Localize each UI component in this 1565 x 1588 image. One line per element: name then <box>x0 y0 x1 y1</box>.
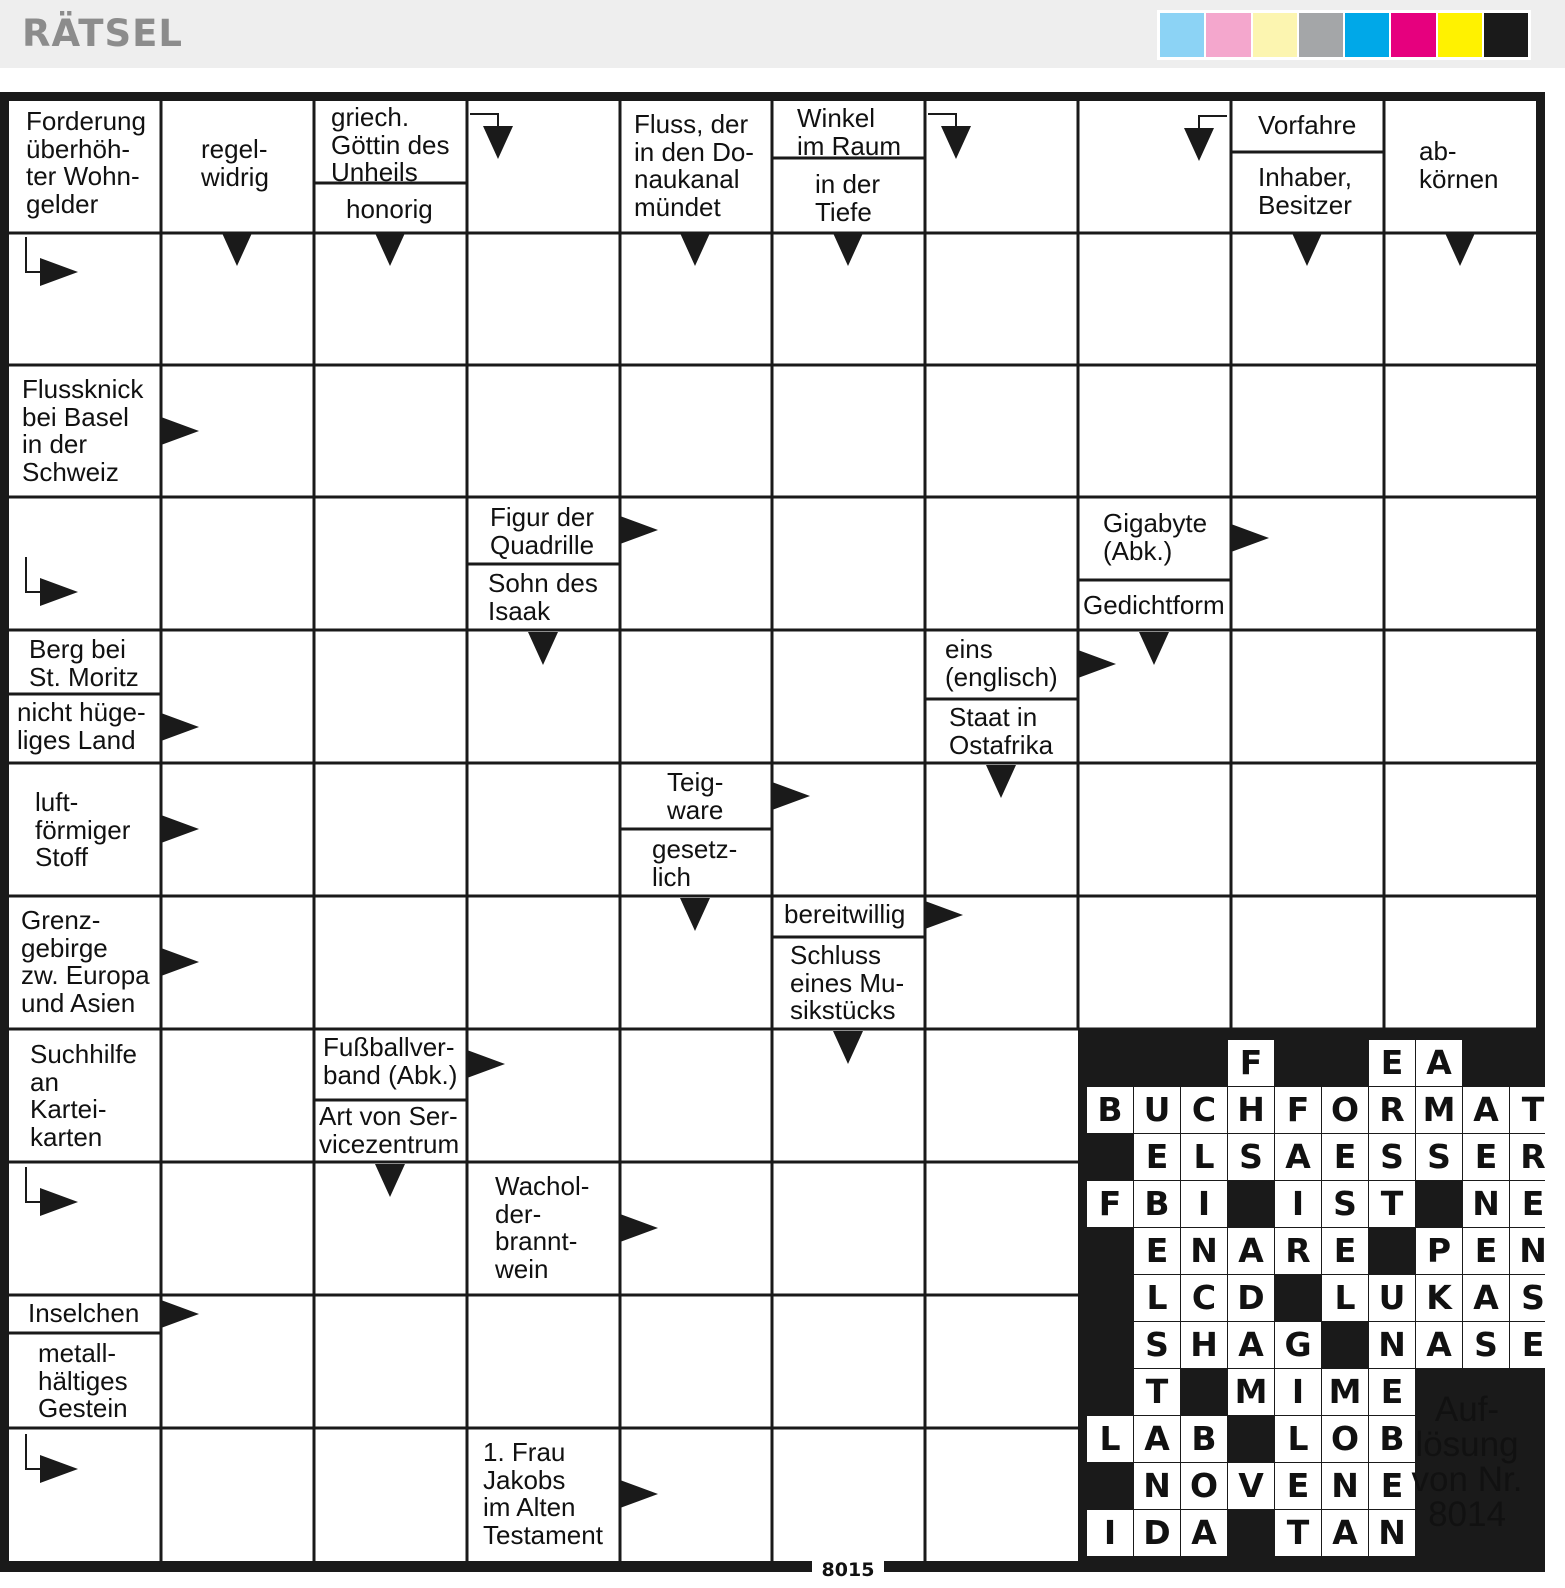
clue-goettin-unheil: griech. Göttin des Unheils <box>331 102 450 187</box>
solution-letter: D <box>1228 1275 1274 1321</box>
clue-regelwidrig: regel- widrig <box>201 134 269 192</box>
solution-letter: A <box>1181 1510 1227 1556</box>
clue-berg-stmoritz: Berg bei St. Moritz <box>29 634 139 692</box>
solution-letter: E <box>1275 1463 1321 1509</box>
solution-letter: D <box>1134 1510 1180 1556</box>
solution-letter: G <box>1275 1322 1321 1368</box>
color-swatch <box>1484 13 1528 57</box>
solution-letter: N <box>1510 1228 1556 1274</box>
solution-letter: L <box>1181 1134 1227 1180</box>
solution-letter: T <box>1510 1087 1556 1133</box>
solution-letter: L <box>1322 1275 1368 1321</box>
solution-letter: M <box>1416 1087 1462 1133</box>
solution-letter: A <box>1228 1322 1274 1368</box>
solution-letter: V <box>1228 1463 1274 1509</box>
solution-letter: E <box>1134 1134 1180 1180</box>
solution-letter: E <box>1463 1134 1509 1180</box>
solution-letter: S <box>1228 1134 1274 1180</box>
color-swatch <box>1438 13 1482 57</box>
solution-letter: R <box>1369 1087 1415 1133</box>
solution-letter: A <box>1275 1134 1321 1180</box>
solution-letter: E <box>1510 1181 1556 1227</box>
solution-letter: F <box>1087 1181 1133 1227</box>
solution-letter: E <box>1322 1228 1368 1274</box>
solution-letter: U <box>1369 1275 1415 1321</box>
color-swatch <box>1345 13 1389 57</box>
color-swatch <box>1206 13 1250 57</box>
solution-letter: N <box>1369 1322 1415 1368</box>
solution-letter: R <box>1510 1134 1556 1180</box>
clue-inselchen: Inselchen <box>28 1298 140 1328</box>
clue-honorig: honorig <box>346 194 433 224</box>
solution-letter: L <box>1275 1416 1321 1462</box>
clue-fussballverband: Fußballver- band (Abk.) <box>323 1032 458 1090</box>
solution-letter: I <box>1275 1369 1321 1415</box>
solution-letter: L <box>1134 1275 1180 1321</box>
solution-letter: S <box>1369 1134 1415 1180</box>
solution-letter: O <box>1181 1463 1227 1509</box>
solution-letter: H <box>1181 1322 1227 1368</box>
solution-letter: C <box>1181 1087 1227 1133</box>
clue-metallhaltig: metall- hältiges Gestein <box>38 1338 128 1423</box>
solution-letter: F <box>1275 1087 1321 1133</box>
clue-suchhilfe: Suchhilfe an Kartei- karten <box>30 1039 137 1152</box>
solution-letter: R <box>1275 1228 1321 1274</box>
solution-letter: U <box>1134 1087 1180 1133</box>
solution-letter: E <box>1369 1369 1415 1415</box>
solution-letter: O <box>1322 1087 1368 1133</box>
solution-letter: C <box>1181 1275 1227 1321</box>
clue-schluss-musikstueck: Schluss eines Mu- sikstücks <box>790 940 905 1025</box>
clue-sohn-isaak: Sohn des Isaak <box>488 568 598 626</box>
page-header <box>0 0 1565 68</box>
solution-letter: S <box>1416 1134 1462 1180</box>
solution-letter: N <box>1463 1181 1509 1227</box>
solution-letter: B <box>1087 1087 1133 1133</box>
clue-winkel-raum: Winkel im Raum <box>797 103 902 161</box>
solution-letter: E <box>1322 1134 1368 1180</box>
solution-letter: S <box>1322 1181 1368 1227</box>
solution-letter: I <box>1275 1181 1321 1227</box>
solution-letter: M <box>1322 1369 1368 1415</box>
solution-letter: B <box>1181 1416 1227 1462</box>
solution-letter: B <box>1134 1181 1180 1227</box>
solution-letter: A <box>1463 1087 1509 1133</box>
solution-letter: H <box>1228 1087 1274 1133</box>
clue-vorfahre: Vorfahre <box>1258 110 1357 140</box>
solution-letter: E <box>1369 1040 1415 1086</box>
solution-letter: I <box>1181 1181 1227 1227</box>
clue-abkoernen: ab- körnen <box>1419 136 1499 194</box>
solution-letter: A <box>1134 1416 1180 1462</box>
solution-letter: N <box>1369 1510 1415 1556</box>
solution-letter: A <box>1228 1228 1274 1274</box>
clue-inhaber: Inhaber, Besitzer <box>1258 162 1352 220</box>
solution-letter: T <box>1134 1369 1180 1415</box>
solution-letter: S <box>1134 1322 1180 1368</box>
solution-letter: O <box>1322 1416 1368 1462</box>
solution-letter: B <box>1369 1416 1415 1462</box>
clue-grenzgebirge: Grenz- gebirge zw. Europa und Asien <box>21 905 150 1018</box>
clue-gigabyte: Gigabyte (Abk.) <box>1103 508 1208 566</box>
solution-letter: K <box>1416 1275 1462 1321</box>
clue-gesetzlich: gesetz- lich <box>652 834 738 892</box>
solution-letter: I <box>1087 1510 1133 1556</box>
clue-flussknick: Flussknick bei Basel in der Schweiz <box>22 374 144 487</box>
color-swatch <box>1299 13 1343 57</box>
solution-letter: L <box>1087 1416 1133 1462</box>
color-swatch <box>1160 13 1204 57</box>
solution-letter: N <box>1322 1463 1368 1509</box>
solution-letter: M <box>1228 1369 1274 1415</box>
puzzle-number: 8015 <box>812 1555 884 1585</box>
solution-letter: T <box>1369 1181 1415 1227</box>
solution-letter: T <box>1275 1510 1321 1556</box>
clue-fluss-donaukanal: Fluss, der in den Do- naukanal mündet <box>634 109 754 222</box>
clue-wacholderbranntwein: Wachol- der- brannt- wein <box>495 1171 590 1284</box>
clue-bereitwillig: bereitwillig <box>784 899 906 929</box>
solution-letter: S <box>1463 1322 1509 1368</box>
solution-letter: N <box>1181 1228 1227 1274</box>
solution-letter: E <box>1134 1228 1180 1274</box>
clue-forderung: Forderung überhöh- ter Wohn- gelder <box>26 106 146 219</box>
solution-letter: A <box>1322 1510 1368 1556</box>
solution-letter: E <box>1369 1463 1415 1509</box>
clue-eins-englisch: eins (englisch) <box>945 634 1058 692</box>
clue-luftfoermig: luft- förmiger Stoff <box>35 787 131 872</box>
clue-staat-ostafrika: Staat in Ostafrika <box>949 702 1054 760</box>
solution-label: Auf- lösung von Nr. 8014 <box>1411 1390 1523 1534</box>
page-title: RÄTSEL <box>22 12 183 55</box>
clue-in-der-tiefe: in der Tiefe <box>815 169 881 227</box>
color-swatch <box>1253 13 1297 57</box>
solution-letter: A <box>1463 1275 1509 1321</box>
solution-letter: A <box>1416 1040 1462 1086</box>
solution-letter: S <box>1510 1275 1556 1321</box>
clue-frau-jakobs: 1. Frau Jakobs im Alten Testament <box>483 1437 603 1550</box>
solution-letter: E <box>1510 1322 1556 1368</box>
clue-gedichtform: Gedichtform <box>1083 590 1225 620</box>
solution-letter: P <box>1416 1228 1462 1274</box>
clue-figur-quadrille: Figur der Quadrille <box>490 502 595 560</box>
clue-nicht-huegelig: nicht hüge- liges Land <box>17 697 146 755</box>
crossword-board <box>0 92 1545 1572</box>
solution-letter: A <box>1416 1322 1462 1368</box>
clue-teigware: Teig- ware <box>667 767 724 825</box>
clue-servicezentrum: Art von Ser- vicezentrum <box>319 1101 460 1159</box>
solution-letter: N <box>1134 1463 1180 1509</box>
solution-letter: F <box>1228 1040 1274 1086</box>
color-swatch <box>1391 13 1435 57</box>
solution-letter: E <box>1463 1228 1509 1274</box>
print-color-bar <box>1157 10 1531 60</box>
